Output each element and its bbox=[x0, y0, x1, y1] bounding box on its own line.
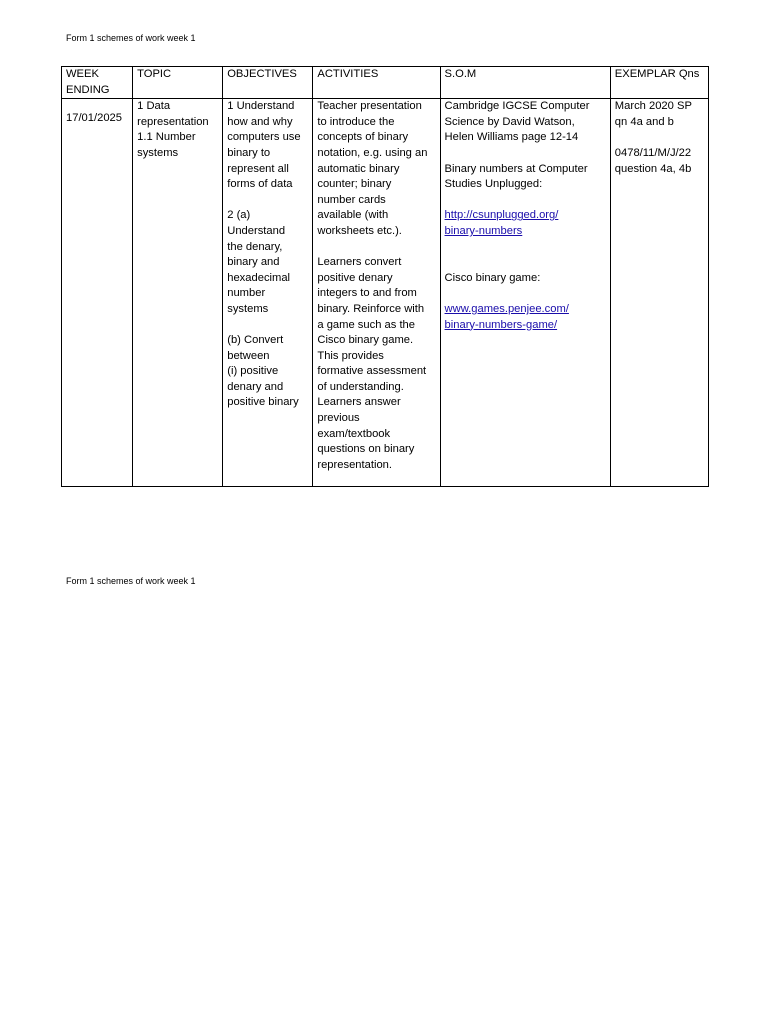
cell-objectives bbox=[223, 99, 313, 487]
header-activities: ACTIVITIES bbox=[313, 67, 440, 99]
topic-text: 1 Data representation 1.1 Number systems bbox=[137, 100, 209, 159]
som-cisco-label: Cisco binary game: bbox=[444, 271, 541, 284]
scheme-of-work-table bbox=[61, 66, 709, 487]
exemplar-2: 0478/11/M/J/22 question 4a, 4b bbox=[614, 146, 692, 175]
penjee-game-link[interactable]: www.games.penjee.com/ binary-numbers-game/ bbox=[444, 302, 569, 331]
header-topic: TOPIC bbox=[133, 67, 223, 99]
header-exemplar: EXEMPLAR Qns bbox=[610, 67, 708, 99]
cell-som bbox=[440, 99, 610, 487]
header-objectives: OBJECTIVES bbox=[223, 67, 313, 99]
header-week-ending: WEEK ENDING bbox=[62, 67, 133, 99]
cell-activities bbox=[313, 99, 440, 487]
objective-2a: 2 (a) Understand the denary, binary and hexadecimal number systems bbox=[227, 209, 291, 315]
objective-1: 1 Understand how and why computers use binary to represent all forms of data bbox=[227, 100, 301, 191]
activity-teacher-presentation: Teacher presentation to introduce the concepts of binary notation, e.g. using an automatic binary counter; binary number cards available (with worksheets etc.). bbox=[317, 100, 428, 237]
header-som: S.O.M bbox=[440, 67, 610, 99]
week-ending-date: 17/01/2025 bbox=[66, 112, 122, 125]
table-header-row bbox=[62, 67, 709, 99]
table-row bbox=[62, 99, 709, 487]
cell-exemplar bbox=[610, 99, 708, 487]
objective-2b: (b) Convert between (i) positive denary and positive binary bbox=[227, 334, 299, 409]
csunplugged-link[interactable]: http://csunplugged.org/ binary-numbers bbox=[444, 209, 559, 237]
cell-topic bbox=[133, 99, 223, 487]
exemplar-1: March 2020 SP qn 4a and b bbox=[614, 100, 692, 128]
page-header: Form 1 schemes of work week 1 bbox=[66, 33, 196, 43]
cell-week-ending bbox=[62, 99, 133, 487]
page-footer: Form 1 schemes of work week 1 bbox=[66, 576, 196, 586]
som-unplugged-label: Binary numbers at Computer Studies Unplugged: bbox=[444, 162, 588, 191]
som-textbook: Cambridge IGCSE Computer Science by David Watson, Helen Williams page 12-14 bbox=[444, 100, 590, 144]
activity-learners-convert: Learners convert positive denary integers to and from binary. Reinforce with a game such as the Cisco binary game. This provides formative assessment of understanding. Learners answer previous exam/textbook questions on binary representation. bbox=[317, 256, 427, 471]
